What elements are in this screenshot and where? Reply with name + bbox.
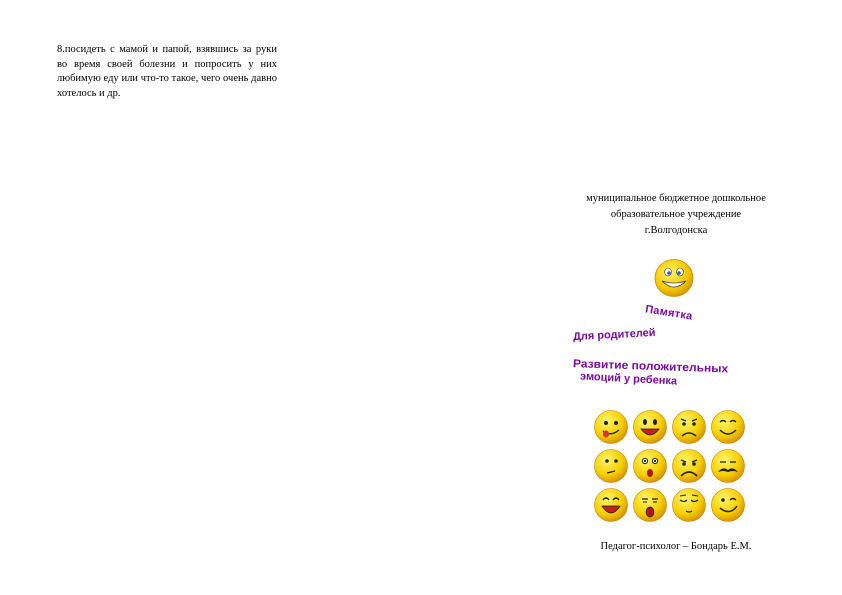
wordart-title-line-2: эмоций у ребенка [579, 370, 678, 388]
tongue-out-smiley-icon [593, 409, 629, 445]
smiley-cell [669, 485, 708, 524]
signature: Педагог-психолог – Бондарь Е.М. [600, 541, 752, 552]
smiley-cell [708, 446, 747, 485]
winking-smiley-icon [710, 487, 746, 523]
grinning-smiley-icon [653, 258, 695, 298]
smiley-cell [630, 446, 669, 485]
smiley-cell [630, 485, 669, 524]
surprised-smiley-icon [632, 448, 668, 484]
wordart-title-line-1: Развитие положительных [572, 356, 729, 376]
left-paragraph: 8.посидеть с мамой и папой, взявшись за руки во время своей болезни и попросить у них любимую еду или что-то такое, чего очень давно хотелось и др. [57, 44, 277, 99]
organization-line-1: муниципальное бюджетное дошкольное [586, 193, 766, 204]
smiley-cell [708, 485, 747, 524]
smiley-cell [591, 446, 630, 485]
happy-smiley-icon [632, 409, 668, 445]
frowning-smiley-icon [671, 409, 707, 445]
smiley-cell [669, 407, 708, 446]
sleepy-smiley-icon [671, 487, 707, 523]
sad-smiley-icon [671, 448, 707, 484]
shouting-smiley-icon [632, 487, 668, 523]
thinking-smiley-icon [593, 448, 629, 484]
smiley-cell [630, 407, 669, 446]
smiley-cell [591, 407, 630, 446]
laughing-smiley-icon [593, 487, 629, 523]
smiley-cell [669, 446, 708, 485]
smiley-cell [708, 407, 747, 446]
wordart-for-parents: Для родителей [572, 326, 656, 344]
smiley-cell [591, 485, 630, 524]
wordart-pamyatka: Памятка [644, 303, 694, 323]
organization-block [560, 191, 792, 239]
organization-line-2: образовательное учреждение [610, 209, 742, 220]
smiley-grid [591, 407, 747, 525]
organization-line-3: г.Волгодонска [644, 225, 708, 236]
smiling-smiley-icon [710, 409, 746, 445]
mustache-smiley-icon [710, 448, 746, 484]
